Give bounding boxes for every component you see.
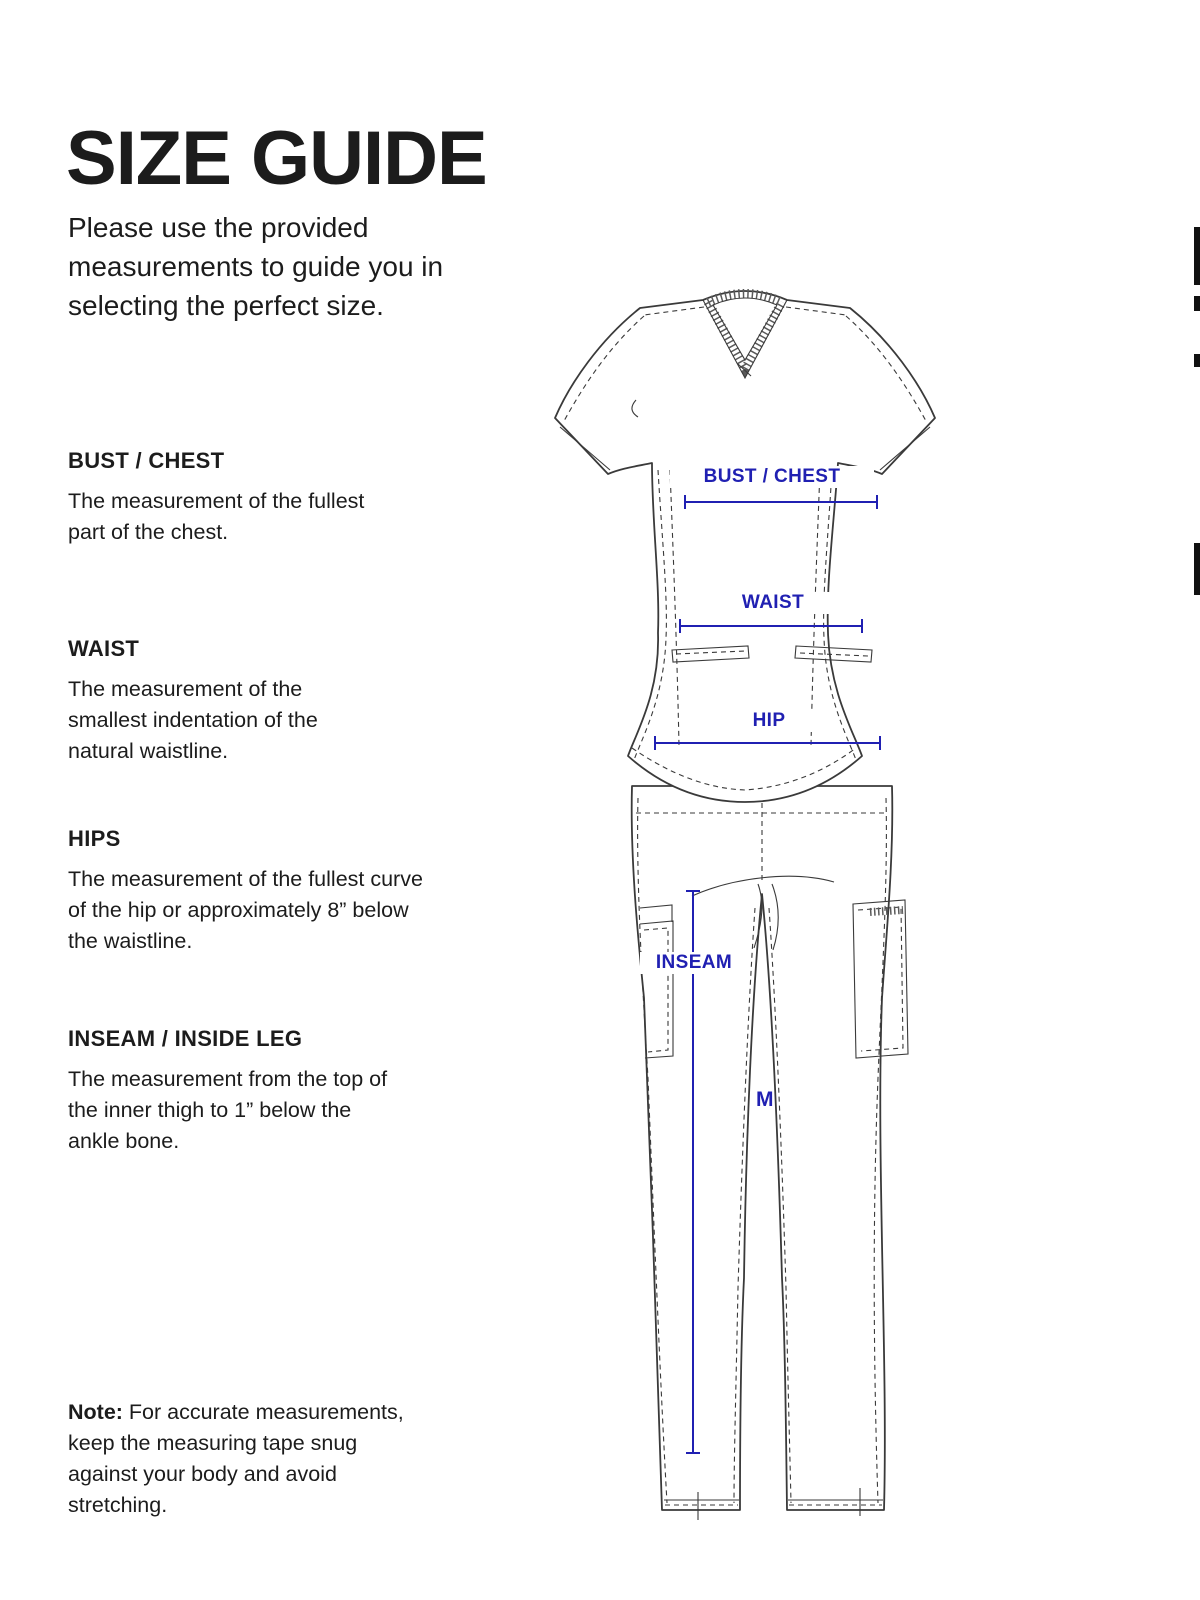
waist-section-body: The measurement of the smallest indentation of the natural waistline.	[68, 677, 318, 764]
bust-section-heading: BUST / CHEST	[68, 448, 225, 473]
size-letter-label: M	[756, 1088, 774, 1111]
bust-section-body: The measurement of the fullest part of the chest.	[68, 489, 365, 545]
hips-section-heading: HIPS	[68, 826, 121, 851]
note-label: Note:	[68, 1399, 123, 1424]
right-edge-artifact	[1194, 543, 1200, 595]
note-body: For accurate measurements, keep the measuring tape snug against your body and avoid stretching.	[68, 1399, 404, 1518]
note-text	[68, 1397, 410, 1522]
waist-section-heading: WAIST	[68, 636, 140, 661]
section-inseam	[68, 1026, 400, 1158]
bust-measure-label: BUST / CHEST	[670, 466, 874, 488]
size-diagram	[540, 278, 990, 1540]
page-title: SIZE GUIDE	[66, 115, 487, 201]
right-edge-artifact	[1194, 354, 1200, 367]
inseam-section-body: The measurement from the top of the inner thigh to 1” below the ankle bone.	[68, 1067, 388, 1154]
right-edge-artifact	[1194, 227, 1200, 285]
waist-measure-label: WAIST	[698, 592, 848, 614]
right-edge-artifact	[1194, 296, 1200, 311]
inseam-section-heading: INSEAM / INSIDE LEG	[68, 1026, 303, 1051]
hip-measure-label: HIP	[704, 710, 834, 732]
section-hips	[68, 826, 436, 958]
intro-text: Please use the provided measurements to guide you in selecting the perfect size.	[68, 212, 444, 322]
scrub-pants-illustration	[632, 786, 908, 1520]
section-waist	[68, 636, 380, 768]
inseam-measure-label: INSEAM	[640, 952, 748, 974]
hips-section-body: The measurement of the fullest curve of the hip or approximately 8” below the waistline.	[68, 867, 423, 954]
section-bust	[68, 448, 368, 548]
